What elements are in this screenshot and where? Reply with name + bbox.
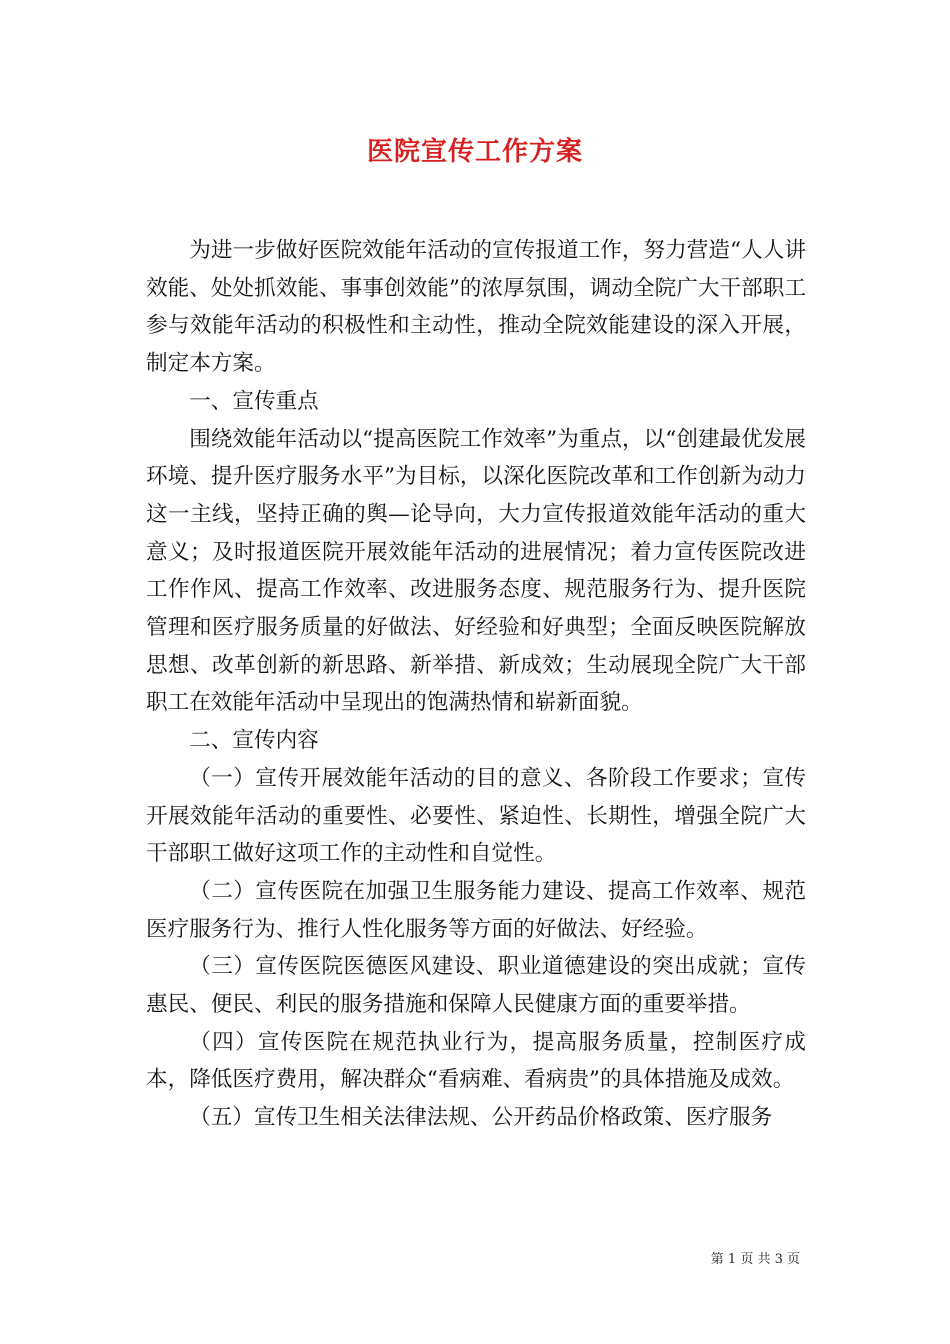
section-heading-1: 一、宣传重点 bbox=[189, 388, 319, 414]
section-heading-2: 二、宣传内容 bbox=[189, 728, 319, 754]
intro-paragraph: 为进一步做好医院效能年活动的宣传报道工作，努力营造“人人讲效能、处处抓效能、事事创效能”的浓厚氛围，调动全院广大干部职工参与效能年活动的积极性和主动性，推动全院效能建设的深入开展，制定本方案。 bbox=[146, 238, 806, 377]
section-1-paragraph: 围绕效能年活动以“提高医院工作效率”为重点，以“创建最优发展环境、提升医疗服务水平”为目标，以深化医院改革和工作创新为动力这一主线，坚持正确的舆—论导向，大力宣传报道效能年活动的重大意义；及时报道医院开展效能年活动的进展情况；着力宣传医院改进工作作风、提高工作效率、改进服务态度、规范服务行为、提升医院管理和医疗服务质量的好做法、好经验和好典型；全面反映医院解放思想、改革创新的新思路、新举措、新成效；生动展现全院广大干部职工在效能年活动中呈现出的饱满热情和崭新面貌。 bbox=[146, 426, 806, 716]
content-item-2: （二）宣传医院在加强卫生服务能力建设、提高工作效率、规范医疗服务行为、推行人性化服务等方面的好做法、好经验。 bbox=[146, 878, 806, 942]
content-item-5: （五）宣传卫生相关法律法规、公开药品价格政策、医疗服务 bbox=[189, 1105, 773, 1131]
content-item-3: （三）宣传医院医德医风建设、职业道德建设的突出成就；宣传惠民、便民、利民的服务措施和保障人民健康方面的重要举措。 bbox=[146, 954, 806, 1018]
document-body bbox=[146, 232, 806, 1137]
content-item-1: （一）宣传开展效能年活动的目的意义、各阶段工作要求；宣传开展效能年活动的重要性、必要性、紧迫性、长期性，增强全院广大干部职工做好这项工作的主动性和自觉性。 bbox=[146, 765, 806, 867]
page-number: 第 1 页 共 3 页 bbox=[710, 1252, 800, 1267]
content-item-4: （四）宣传医院在规范执业行为，提高服务质量，控制医疗成本，降低医疗费用，解决群众“看病难、看病贵”的具体措施及成效。 bbox=[146, 1029, 806, 1093]
document-title: 医院宣传工作方案 bbox=[366, 137, 583, 167]
